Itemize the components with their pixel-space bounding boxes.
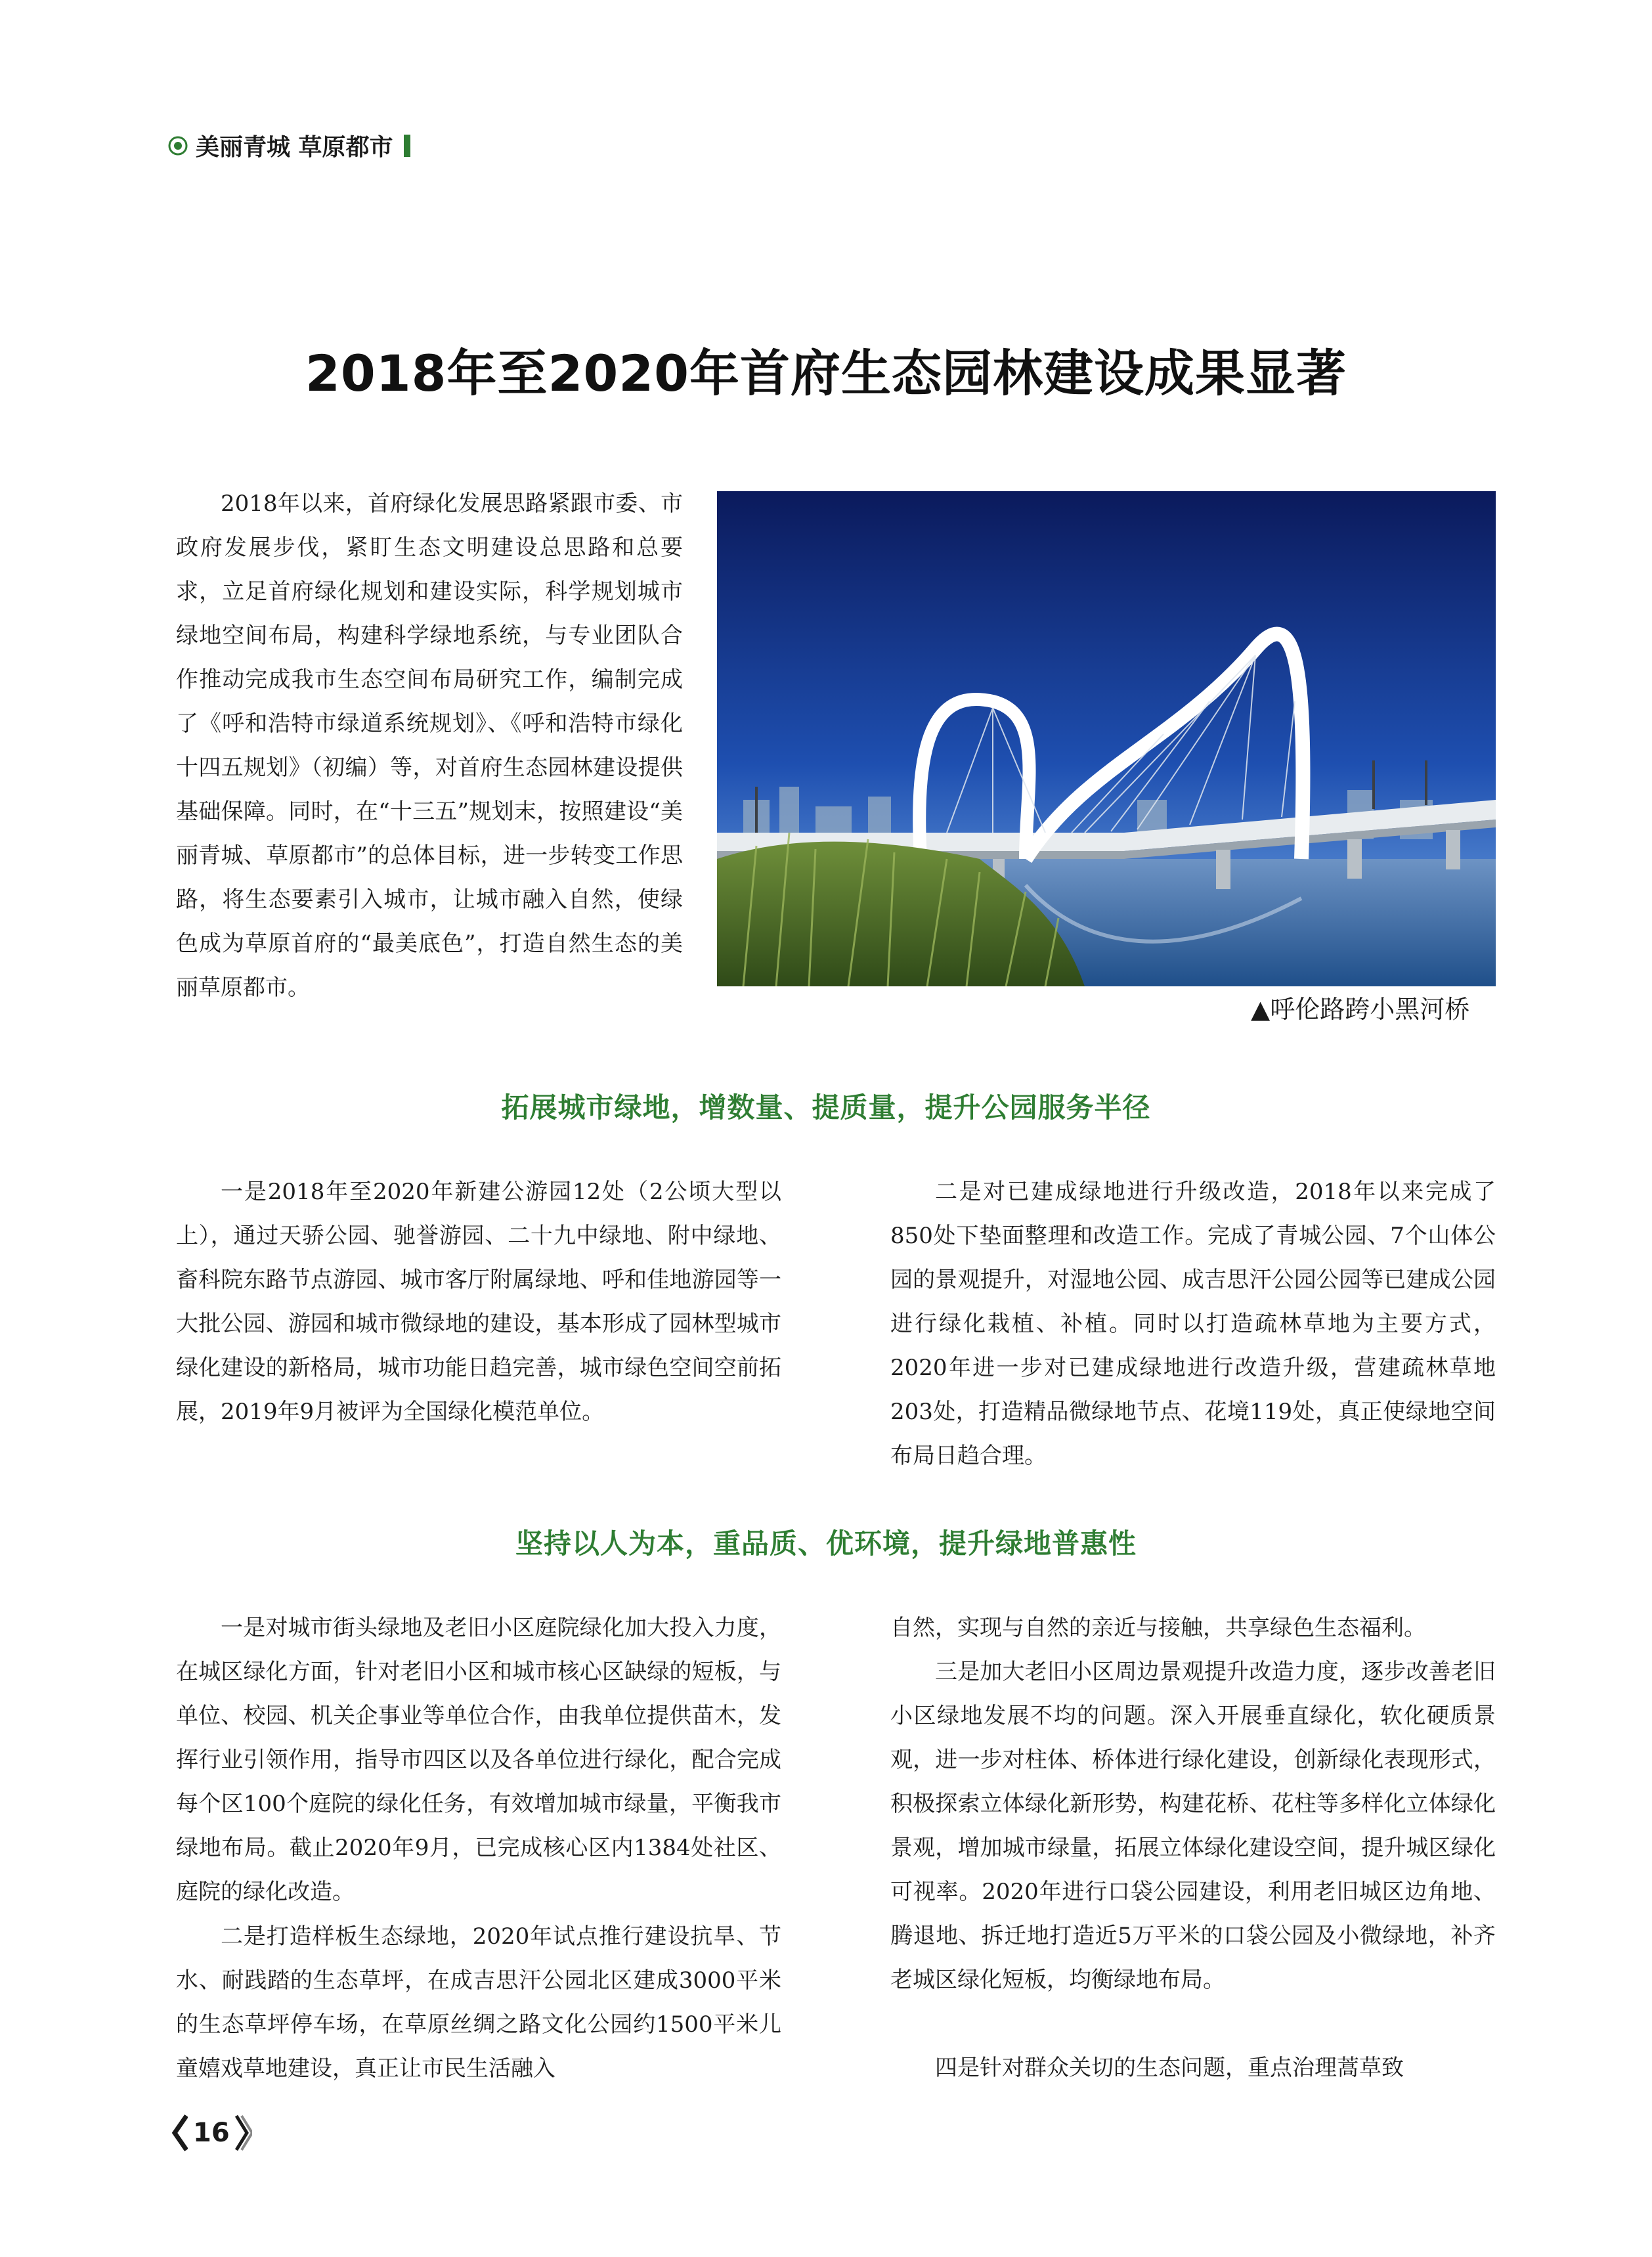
chevron-right-icon <box>235 2113 252 2153</box>
section-tag-label: 美丽青城 草原都市 <box>196 134 393 161</box>
target-circle-icon <box>168 136 188 156</box>
intro-paragraph: 2018年以来，首府绿化发展思路紧跟市委、市政府发展步伐，紧盯生态文明建设总思路和总要求，立足首府绿化规划和建设实际，科学规划城市绿地空间布局，构建科学绿地系统，与专业团队合作推动完成我市生态空间布局研究工作，编制完成了《呼和浩特市绿道系统规划》、《呼和浩特市绿化十四五规划》（初编）等，对首府生态园林建设提供基础保障。同时，在“十三五”规划末，按照建设“美丽青城、草原都市”的总体目标，进一步转变工作思路，将生态要素引入城市，让城市融入自然，使绿色成为草原首府的“最美底色”，打造自然生态的美丽草原都市。 <box>176 491 683 1001</box>
page-number: 16 <box>193 2118 230 2148</box>
section2-paragraph-3: 三是加大老旧小区周边景观提升改造力度，逐步改善老旧小区绿地发展不均的问题。深入开展垂直绿化，软化硬质景观，进一步对柱体、桥体进行绿化建设，创新绿化表现形式，积极探索立体绿化新形势，构建花桥、花柱等多样化立体绿化景观，增加城市绿量，拓展立体绿化建设空间，提升城区绿化可视率。2020年进行口袋公园建设，利用老旧城区边角地、腾退地、拆迁地打造近5万平米的口袋公园及小微绿地，补齐老城区绿化短板，均衡绿地布局。 <box>890 1659 1496 1993</box>
article-title: 2018年至2020年首府生态园林建设成果显著 <box>305 344 1347 403</box>
section2-paragraph-2: 二是打造样板生态绿地，2020年试点推行建设抗旱、节水、耐践踏的生态草坪，在成吉思汗公园北区建成3000平米的生态草坪停车场，在草原丝绸之路文化公园约1500平米儿童嬉戏草地建设，真正让市民生活融入 <box>176 1923 781 2082</box>
page-number-badge <box>171 2113 252 2153</box>
section2-paragraph-4: 四是针对群众关切的生态问题，重点治理蒿草致 <box>935 2055 1404 2081</box>
section2-paragraph-2-continued: 自然，实现与自然的亲近与接触，共享绿色生态福利。 <box>890 1615 1426 1641</box>
photo-caption: ▲呼伦路跨小黑河桥 <box>1251 995 1470 1024</box>
section2-paragraph-1: 一是对城市街头绿地及老旧小区庭院绿化加大投入力度，在城区绿化方面，针对老旧小区和城市核心区缺绿的短板，与单位、校园、机关企事业等单位合作，由我单位提供苗木，发挥行业引领作用，指导市四区以及各单位进行绿化，配合完成每个区100个庭院的绿化任务，有效增加城市绿量，平衡我市绿地布局。截止2020年9月，已完成核心区内1384处社区、庭院的绿化改造。 <box>176 1615 781 1905</box>
section1-heading: 拓展城市绿地，增数量、提质量，提升公园服务半径 <box>501 1091 1151 1124</box>
bridge-photo <box>717 491 1496 986</box>
section1-paragraph-2: 二是对已建成绿地进行升级改造，2018年以来完成了850处下垫面整理和改造工作。完成了青城公园、7个山体公园的景观提升，对湿地公园、成吉思汗公园公园等已建成公园进行绿化栽植、补植。同时以打造疏林草地为主要方式，2020年进一步对已建成绿地进行改造升级，营建疏林草地203处，打造精品微绿地节点、花境119处，真正使绿地空间布局日趋合理。 <box>890 1179 1496 1469</box>
section-tag-bar <box>404 135 410 157</box>
chevron-left-icon <box>171 2113 188 2153</box>
section-tag <box>168 129 410 162</box>
section1-paragraph-1: 一是2018年至2020年新建公游园12处（2公顷大型以上），通过天骄公园、驰誉游园、二十九中绿地、附中绿地、畜科院东路节点游园、城市客厅附属绿地、呼和佳地游园等一大批公园、游园和城市微绿地的建设，基本形成了园林型城市绿化建设的新格局，城市功能日趋完善，城市绿色空间空前拓展，2019年9月被评为全国绿化模范单位。 <box>176 1179 781 1425</box>
section2-heading: 坚持以人为本，重品质、优环境，提升绿地普惠性 <box>515 1527 1137 1560</box>
